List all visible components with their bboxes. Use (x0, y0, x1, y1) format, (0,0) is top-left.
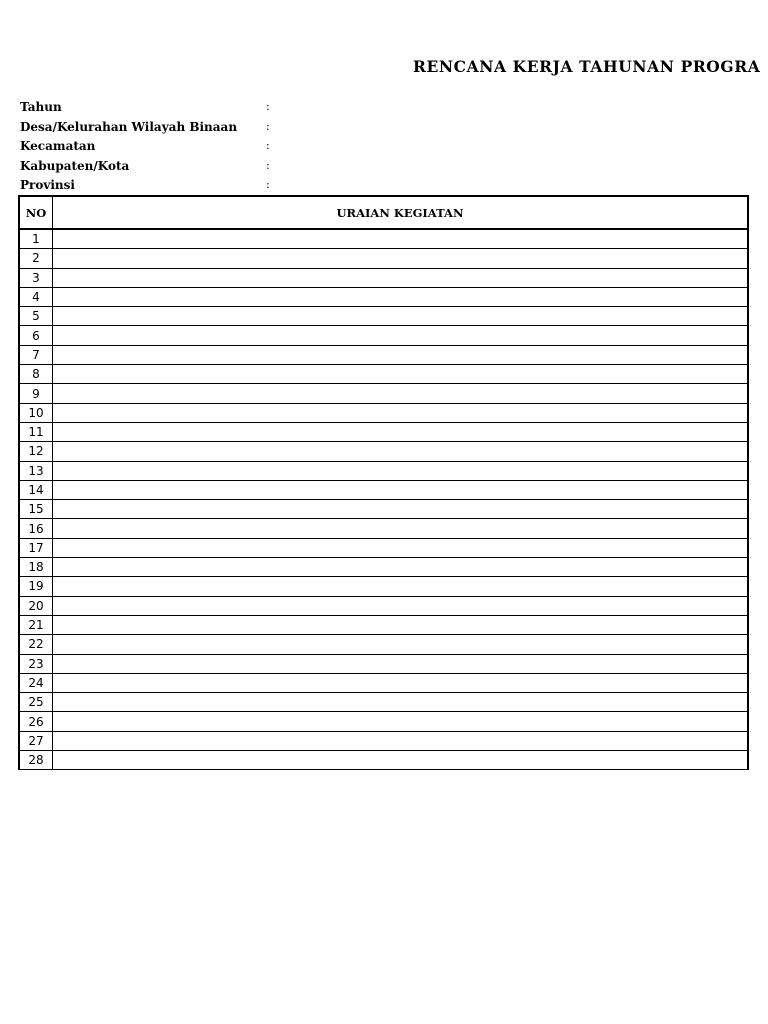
activity-description-cell[interactable] (53, 693, 749, 712)
activity-description-cell[interactable] (53, 307, 749, 326)
activity-description-cell[interactable] (53, 673, 749, 692)
activity-description-cell[interactable] (53, 442, 749, 461)
table-row (19, 384, 748, 403)
row-number-cell: 22 (19, 635, 53, 654)
meta-separator: : (266, 119, 270, 133)
activity-description-cell[interactable] (53, 500, 749, 519)
meta-row-kabupaten (20, 158, 320, 178)
activity-description-cell[interactable] (53, 712, 749, 731)
meta-separator: : (266, 178, 270, 191)
table-row (19, 751, 748, 770)
row-number-cell: 3 (19, 268, 53, 287)
activity-description-cell[interactable] (53, 519, 749, 538)
activity-description-cell[interactable] (53, 577, 749, 596)
table-row (19, 287, 748, 306)
table-row (19, 500, 748, 519)
row-number-cell: 2 (19, 249, 53, 268)
table-row (19, 731, 748, 750)
table-row (19, 442, 748, 461)
meta-label: Tahun (20, 100, 62, 114)
table-row (19, 480, 748, 499)
row-number-cell: 17 (19, 538, 53, 557)
table-header-row (19, 196, 748, 229)
column-header-no: NO (19, 196, 53, 229)
activity-description-cell[interactable] (53, 596, 749, 615)
activity-description-cell[interactable] (53, 422, 749, 441)
row-number-cell: 26 (19, 712, 53, 731)
activity-description-cell[interactable] (53, 345, 749, 364)
table-row (19, 229, 748, 249)
table-row (19, 596, 748, 615)
row-number-cell: 19 (19, 577, 53, 596)
document-meta (20, 99, 320, 197)
meta-separator: : (266, 158, 270, 172)
table-row (19, 615, 748, 634)
meta-label: Desa/Kelurahan Wilayah Binaan (20, 119, 238, 134)
row-number-cell: 1 (19, 229, 53, 249)
row-number-cell: 9 (19, 384, 53, 403)
table-row (19, 538, 748, 557)
activity-description-cell[interactable] (53, 461, 749, 480)
row-number-cell: 4 (19, 287, 53, 306)
activity-description-cell[interactable] (53, 384, 749, 403)
meta-row-provinsi (20, 177, 320, 197)
table-row (19, 673, 748, 692)
row-number-cell: 14 (19, 480, 53, 499)
table-row (19, 345, 748, 364)
table-row (19, 519, 748, 538)
meta-row-desa (20, 119, 320, 139)
activity-description-cell[interactable] (53, 635, 749, 654)
table-row (19, 307, 748, 326)
meta-label: Provinsi (20, 178, 75, 192)
table-row (19, 249, 748, 268)
row-number-cell: 6 (19, 326, 53, 345)
table-body (19, 229, 748, 770)
row-number-cell: 28 (19, 751, 53, 770)
activity-description-cell[interactable] (53, 751, 749, 770)
row-number-cell: 12 (19, 442, 53, 461)
activity-description-cell[interactable] (53, 538, 749, 557)
meta-label: Kecamatan (20, 139, 96, 153)
row-number-cell: 25 (19, 693, 53, 712)
table-row (19, 422, 748, 441)
table-row (19, 693, 748, 712)
activity-table (18, 195, 749, 770)
table-row (19, 654, 748, 673)
row-number-cell: 24 (19, 673, 53, 692)
activity-description-cell[interactable] (53, 365, 749, 384)
table-row (19, 403, 748, 422)
column-header-uraian-kegiatan: URAIAN KEGIATAN (53, 196, 749, 229)
activity-description-cell[interactable] (53, 229, 749, 249)
table-row (19, 635, 748, 654)
activity-description-cell[interactable] (53, 654, 749, 673)
table-row (19, 365, 748, 384)
row-number-cell: 8 (19, 365, 53, 384)
meta-label: Kabupaten/Kota (20, 158, 130, 173)
row-number-cell: 16 (19, 519, 53, 538)
table-row (19, 712, 748, 731)
table-row (19, 326, 748, 345)
table-row (19, 461, 748, 480)
activity-description-cell[interactable] (53, 249, 749, 268)
activity-description-cell[interactable] (53, 403, 749, 422)
row-number-cell: 13 (19, 461, 53, 480)
row-number-cell: 15 (19, 500, 53, 519)
row-number-cell: 18 (19, 558, 53, 577)
activity-description-cell[interactable] (53, 615, 749, 634)
activity-sheet (18, 195, 750, 772)
activity-description-cell[interactable] (53, 731, 749, 750)
activity-description-cell[interactable] (53, 480, 749, 499)
activity-description-cell[interactable] (53, 558, 749, 577)
meta-separator: : (266, 100, 270, 113)
row-number-cell: 7 (19, 345, 53, 364)
table-row (19, 268, 748, 287)
row-number-cell: 21 (19, 615, 53, 634)
meta-row-tahun (20, 99, 320, 119)
row-number-cell: 5 (19, 307, 53, 326)
meta-row-kecamatan (20, 138, 320, 158)
activity-description-cell[interactable] (53, 287, 749, 306)
row-number-cell: 20 (19, 596, 53, 615)
row-number-cell: 11 (19, 422, 53, 441)
activity-description-cell[interactable] (53, 268, 749, 287)
row-number-cell: 23 (19, 654, 53, 673)
table-row (19, 558, 748, 577)
row-number-cell: 27 (19, 731, 53, 750)
document-title: RENCANA KERJA TAHUNAN PROGRA (413, 57, 761, 76)
meta-separator: : (266, 139, 270, 152)
table-row (19, 577, 748, 596)
row-number-cell: 10 (19, 403, 53, 422)
activity-description-cell[interactable] (53, 326, 749, 345)
